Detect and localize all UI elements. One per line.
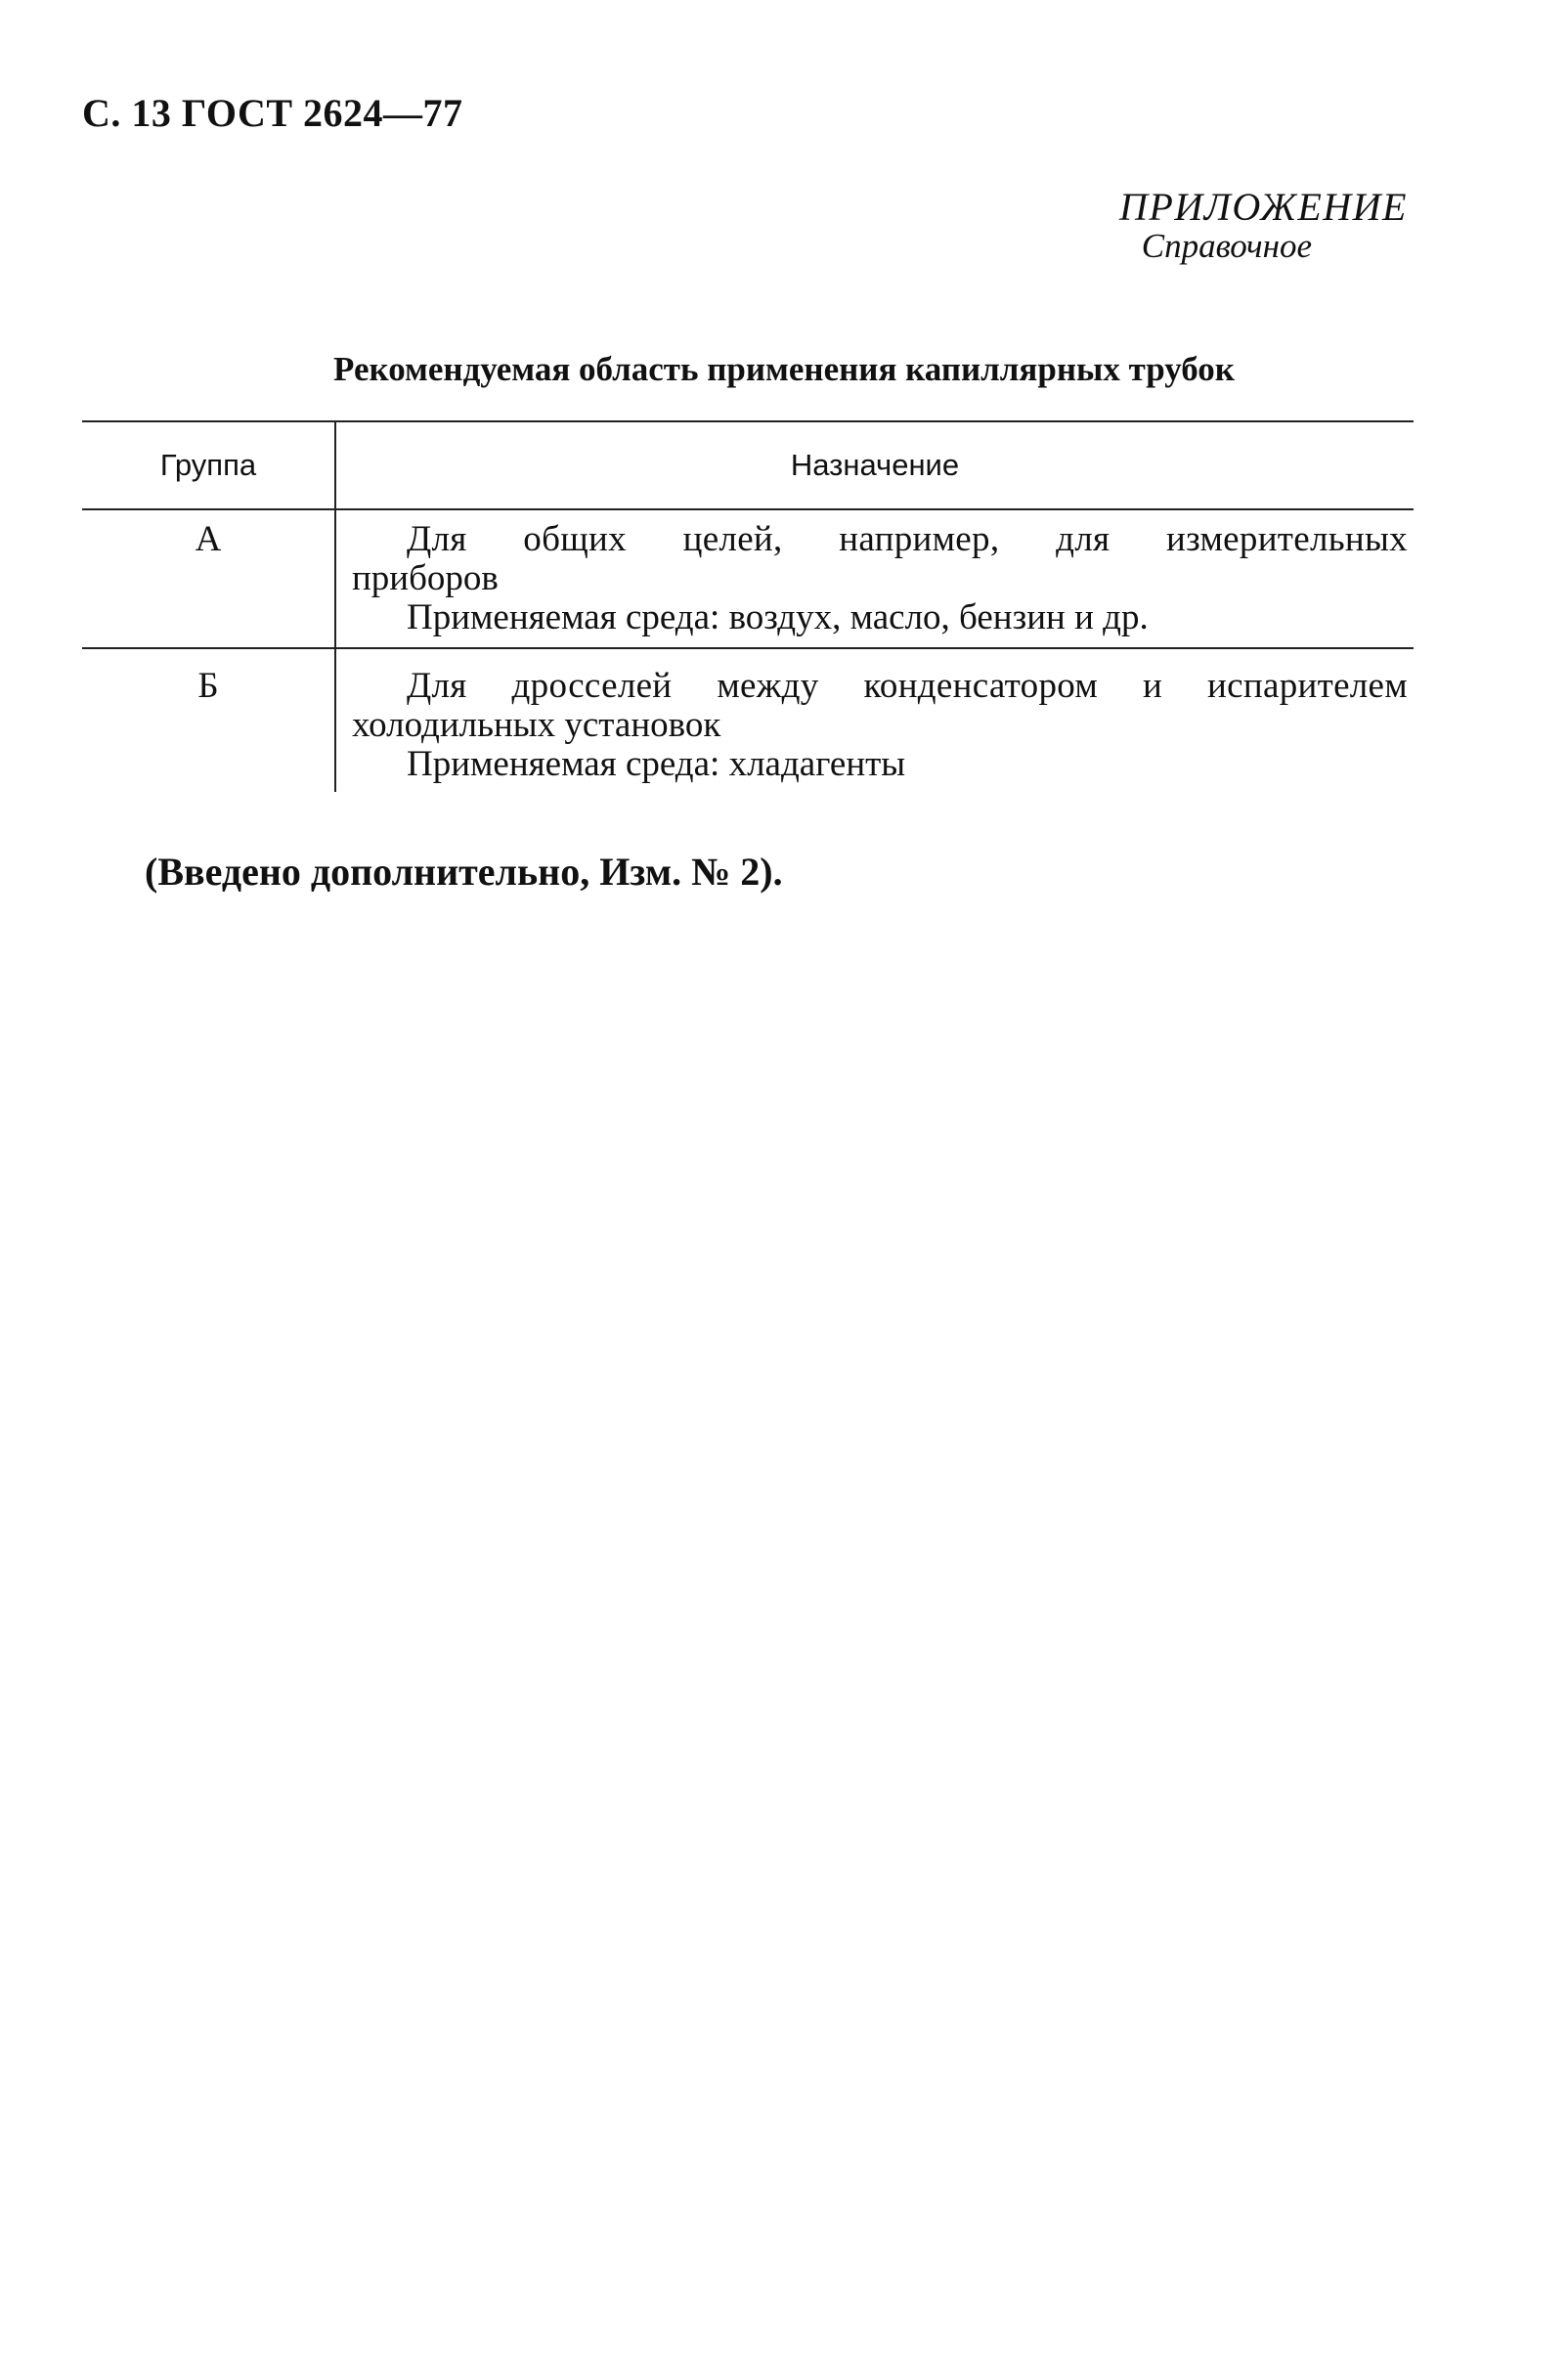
medium-text: Применяемая среда: воздух, масло, бензин и др. (407, 597, 1149, 637)
purpose-cell (335, 509, 1414, 648)
purpose-cell (335, 648, 1414, 792)
table-header-row (82, 421, 1414, 509)
table-title: Рекомендуемая область применения капиллярных трубок (333, 350, 1235, 388)
purpose-text-line: Для дросселей между конденсатором и испарителем (407, 666, 1408, 706)
group-cell: А (82, 509, 335, 648)
amendment-note: (Введено дополнительно, Изм. № 2). (145, 850, 783, 894)
column-header-group: Группа (82, 421, 335, 509)
column-header-purpose: Назначение (335, 421, 1414, 509)
table-row (82, 648, 1414, 792)
purpose-text-line: приборов (352, 558, 499, 598)
group-cell: Б (82, 648, 335, 792)
purpose-text-line: холодильных установок (352, 705, 721, 745)
appendix-subtitle: Справочное (1141, 227, 1312, 265)
purpose-text-line: Для общих целей, например, для измерительных (407, 519, 1408, 559)
medium-text: Применяемая среда: хладагенты (407, 744, 906, 784)
application-table (82, 420, 1414, 792)
page-header: С. 13 ГОСТ 2624—77 (82, 91, 463, 135)
appendix-title: ПРИЛОЖЕНИЕ (1119, 185, 1408, 229)
table-row (82, 509, 1414, 648)
